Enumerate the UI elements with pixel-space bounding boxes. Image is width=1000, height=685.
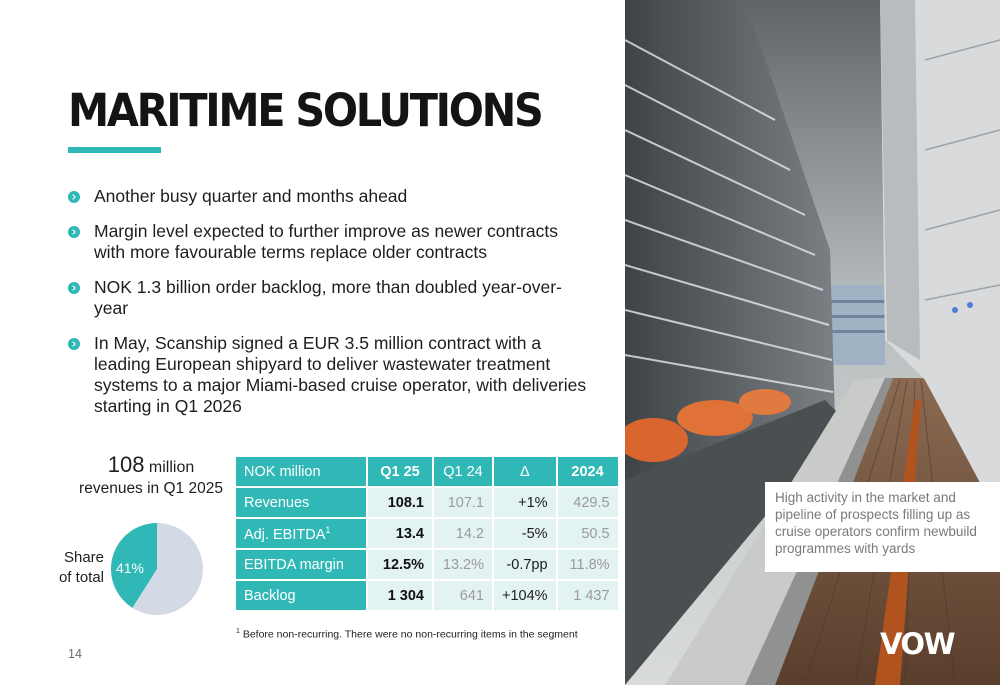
- share-label: [48, 548, 104, 588]
- footnote: [236, 628, 578, 641]
- column-header: Q1 25: [368, 457, 432, 486]
- table-row: [236, 581, 618, 610]
- column-header: Δ: [494, 457, 556, 486]
- cell-delta: +1%: [494, 488, 556, 517]
- footnote-marker: 1: [325, 524, 331, 535]
- bullet-text: Another busy quarter and months ahead: [94, 186, 408, 206]
- row-label: Adj. EBITDA$^1$: [236, 519, 366, 548]
- column-header: Q1 24: [434, 457, 492, 486]
- cell-q1-25: 12.5%: [368, 550, 432, 579]
- table-row: [236, 550, 618, 579]
- share-label-line1: Share: [63, 549, 104, 566]
- page-number: 14: [68, 647, 82, 661]
- bullet-list: [68, 186, 588, 431]
- page-title: MARITIME SOLUTIONS: [68, 84, 542, 137]
- cell-q1-24: 641: [434, 581, 492, 610]
- cell-delta: -0.7pp: [494, 550, 556, 579]
- table-header-row: [236, 457, 618, 486]
- pie-share-label: 41%: [115, 560, 145, 576]
- financials-table: [234, 455, 620, 612]
- revenue-value: 108: [107, 452, 145, 477]
- cruise-ship-photo: [625, 0, 1000, 685]
- cell-2024: 429.5: [558, 488, 618, 517]
- cell-q1-25: 1 304: [368, 581, 432, 610]
- cell-2024: 1 437: [558, 581, 618, 610]
- title-underline: [68, 147, 161, 153]
- row-label: Backlog: [236, 581, 366, 610]
- footnote-marker: 1: [236, 628, 240, 635]
- bullet-item: [68, 277, 588, 319]
- bullet-text: Margin level expected to further improve as newer contracts with more favourable terms replace older contracts: [94, 221, 558, 262]
- footnote-text: Before non-recurring. There were no non-recurring items in the segment: [239, 628, 578, 641]
- revenue-callout: [70, 452, 232, 498]
- table-row: [236, 519, 618, 548]
- revenue-subtitle: revenues in Q1 2025: [79, 480, 223, 497]
- row-label: Revenues: [236, 488, 366, 517]
- column-header: 2024: [558, 457, 618, 486]
- chevron-bullet-icon: [68, 338, 80, 350]
- cell-q1-25: 108.1: [368, 488, 432, 517]
- cell-q1-24: 13.2%: [434, 550, 492, 579]
- chevron-bullet-icon: [68, 226, 80, 238]
- bullet-item: [68, 333, 588, 417]
- cell-q1-24: 107.1: [434, 488, 492, 517]
- chevron-bullet-icon: [68, 282, 80, 294]
- cell-2024: 11.8%: [558, 550, 618, 579]
- share-pie-chart: [108, 510, 206, 628]
- cell-q1-25: 13.4: [368, 519, 432, 548]
- row-label: EBITDA margin: [236, 550, 366, 579]
- share-label-line2: of total: [58, 569, 104, 586]
- photo-caption: High activity in the market and pipeline of prospects filling up as cruise operators confirm newbuild programmes with yards: [765, 482, 1000, 572]
- cell-q1-24: 14.2: [434, 519, 492, 548]
- vow-logo: VOW: [880, 627, 955, 661]
- bullet-text: NOK 1.3 billion order backlog, more than doubled year-over-year: [94, 277, 562, 318]
- cell-2024: 50.5: [558, 519, 618, 548]
- bullet-item: [68, 221, 588, 263]
- bullet-item: [68, 186, 588, 207]
- bullet-text: In May, Scanship signed a EUR 3.5 million contract with a leading European shipyard to deliver wastewater treatment systems to a major Miami-based cruise operator, with deliveries starting in Q1 2026: [94, 333, 587, 416]
- table-row: [236, 488, 618, 517]
- cell-delta: -5%: [494, 519, 556, 548]
- cell-delta: +104%: [494, 581, 556, 610]
- chevron-bullet-icon: [68, 191, 80, 203]
- column-header: NOK million: [236, 457, 366, 486]
- revenue-unit: million: [148, 459, 195, 476]
